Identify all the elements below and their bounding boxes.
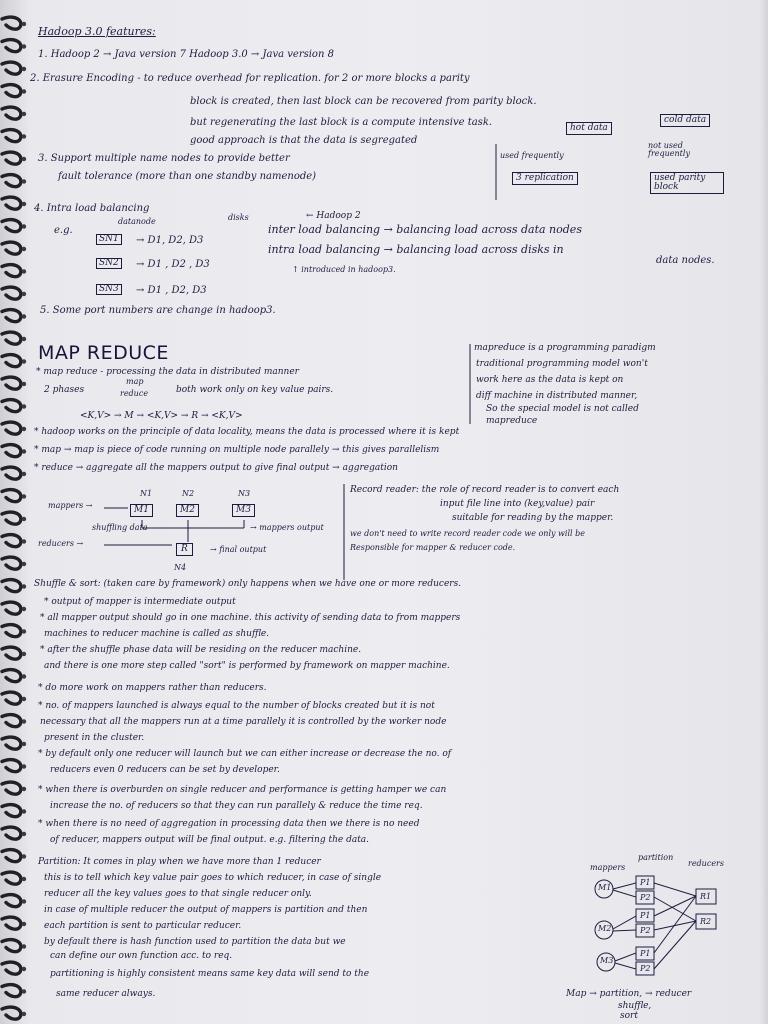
spiral-hole bbox=[22, 607, 26, 611]
spiral-hole bbox=[22, 989, 26, 993]
spiral-hole bbox=[22, 629, 26, 633]
shuffle-line-8: * no. of mappers launched is always equal to the number of blocks created but it is not bbox=[38, 701, 435, 711]
spiral-ring bbox=[2, 602, 21, 614]
spiral-ring bbox=[2, 355, 21, 367]
spiral-ring bbox=[2, 895, 21, 907]
shuffle-line-11: * by default only one reducer will launch but we can either increase or decrease the no. of bbox=[38, 749, 452, 759]
spiral-hole bbox=[22, 67, 26, 71]
sn2-box: SN2 bbox=[96, 258, 122, 269]
mapreduce-key-value: both work only on key value pairs. bbox=[176, 385, 334, 395]
eg-label: e.g. bbox=[54, 225, 73, 236]
spiral-ring bbox=[2, 130, 21, 142]
hadoop3-item-3-line-1: 3. Support multiple name nodes to provide better bbox=[38, 153, 290, 164]
spiral-hole bbox=[22, 202, 26, 206]
spiral-hole bbox=[22, 359, 26, 363]
spiral-hole bbox=[22, 494, 26, 498]
spiral-ring bbox=[2, 805, 21, 817]
paradigm-line-5: So the special model is not called bbox=[486, 404, 639, 414]
sn2-disks: → D1 , D2 , D3 bbox=[136, 259, 210, 270]
mapper-m3: M3 bbox=[232, 504, 255, 517]
spiral-hole bbox=[22, 44, 26, 48]
spiral-hole bbox=[22, 1012, 26, 1016]
cold-data-box: cold data bbox=[660, 114, 710, 127]
spiral-ring bbox=[2, 490, 21, 502]
spiral-ring bbox=[2, 107, 21, 119]
spiral-hole bbox=[22, 449, 26, 453]
spiral-ring bbox=[2, 985, 21, 997]
inter-load-balancing: inter load balancing → balancing load across data nodes bbox=[268, 223, 582, 236]
spiral-ring bbox=[2, 760, 21, 772]
spiral-ring bbox=[2, 85, 21, 97]
hadoop3-heading: Hadoop 3.0 features: bbox=[38, 25, 156, 38]
spiral-hole bbox=[22, 652, 26, 656]
record-reader-line-5: Responsible for mapper & reducer code. bbox=[350, 543, 516, 552]
sn3-box: SN3 bbox=[96, 284, 122, 295]
spiral-hole bbox=[22, 404, 26, 408]
partition-m1: M1 bbox=[598, 883, 612, 892]
partition-caption-1: Map → partition, → reducer bbox=[566, 989, 692, 999]
partition-line-8: partitioning is highly consistent means same key data will send to the bbox=[50, 969, 370, 979]
link-m2-p1 bbox=[613, 916, 636, 929]
spiral-hole bbox=[22, 134, 26, 138]
spiral-hole bbox=[22, 427, 26, 431]
spiral-ring bbox=[2, 557, 21, 569]
spiral-ring bbox=[2, 962, 21, 974]
spiral-hole bbox=[22, 697, 26, 701]
partition-diag-mappers: mappers bbox=[590, 863, 626, 872]
spiral-ring bbox=[2, 175, 21, 187]
partition-p1-c: P1 bbox=[640, 949, 651, 958]
hadoop3-item-5: 5. Some port numbers are change in hadoop3. bbox=[40, 305, 276, 316]
spiral-hole bbox=[22, 584, 26, 588]
shuffle-line-9: necessary that all the mappers run at a time parallely it is controlled by the worker node bbox=[40, 717, 447, 727]
link-m1-p1 bbox=[613, 883, 636, 889]
spiral-ring bbox=[2, 580, 21, 592]
spiral-ring bbox=[2, 287, 21, 299]
partition-p2-c: P2 bbox=[640, 964, 651, 973]
reducers-label: reducers → bbox=[38, 539, 84, 548]
shuffle-line-12: reducers even 0 reducers can be set by developer. bbox=[50, 765, 280, 775]
spiral-hole bbox=[22, 517, 26, 521]
link-p-r-6 bbox=[654, 921, 696, 969]
mapreduce-phases: 2 phases bbox=[44, 385, 85, 395]
spiral-hole bbox=[22, 472, 26, 476]
sn3-disks: → D1 , D2, D3 bbox=[136, 285, 207, 296]
partition-r1: R1 bbox=[700, 892, 712, 901]
spiral-ring bbox=[2, 737, 21, 749]
hot-data-action: 3 replication bbox=[512, 172, 578, 185]
spiral-ring bbox=[2, 467, 21, 479]
hadoop3-item-3-line-2: fault tolerance (more than one standby namenode) bbox=[58, 171, 317, 182]
spiral-ring bbox=[2, 310, 21, 322]
link-p-r-5 bbox=[654, 921, 696, 930]
spiral-hole bbox=[22, 787, 26, 791]
mapreduce-definition: * map reduce - processing the data in distributed manner bbox=[36, 367, 299, 377]
spiral-hole bbox=[22, 157, 26, 161]
spiral-hole bbox=[22, 22, 26, 26]
spiral-hole bbox=[22, 314, 26, 318]
spiral-ring bbox=[2, 422, 21, 434]
paradigm-line-3: work here as the data is kept on bbox=[476, 375, 624, 385]
node-n2: N2 bbox=[182, 489, 195, 498]
map-point: * map → map is piece of code running on multiple node parallely → this gives parallelism bbox=[34, 445, 440, 455]
spiral-ring bbox=[2, 535, 21, 547]
hadoop3-item-2-line-1: 2. Erasure Encoding - to reduce overhead for replication. for 2 or more blocks a parity bbox=[30, 73, 470, 84]
shuffle-line-5: * after the shuffle phase data will be residing on the reducer machine. bbox=[40, 645, 362, 655]
link-p-r-2 bbox=[654, 896, 696, 916]
shuffle-line-13: * when there is overburden on single reducer and performance is getting hamper we can bbox=[38, 785, 447, 795]
record-reader-line-2: input file line into (key,value) pair bbox=[440, 499, 595, 509]
shuffling-label: shuffling data bbox=[92, 523, 148, 532]
hadoop3-item-2-line-3: but regenerating the last block is a compute intensive task. bbox=[190, 117, 493, 128]
spiral-ring bbox=[2, 242, 21, 254]
spiral-ring bbox=[2, 332, 21, 344]
link-p-r-3 bbox=[654, 896, 696, 953]
spiral-hole bbox=[22, 809, 26, 813]
hadoop2-note: ← Hadoop 2 bbox=[306, 211, 361, 221]
mapper-m1: M1 bbox=[130, 504, 153, 517]
partition-m2: M2 bbox=[598, 924, 612, 933]
partition-p2-b: P2 bbox=[640, 926, 651, 935]
link-p-r-4 bbox=[654, 897, 696, 921]
spiral-hole bbox=[22, 742, 26, 746]
partition-line-6: by default there is hash function used to partition the data but we bbox=[44, 937, 346, 947]
spiral-hole bbox=[22, 967, 26, 971]
node-n4: N4 bbox=[174, 563, 187, 572]
spiral-hole bbox=[22, 764, 26, 768]
spiral-hole bbox=[22, 899, 26, 903]
spiral-hole bbox=[22, 877, 26, 881]
spiral-hole bbox=[22, 382, 26, 386]
mappers-label: mappers → bbox=[48, 501, 93, 510]
spiral-ring bbox=[2, 152, 21, 164]
spiral-hole bbox=[22, 112, 26, 116]
spiral-hole bbox=[22, 89, 26, 93]
record-reader-line-1: Record reader: the role of record reader is to convert each bbox=[350, 485, 620, 495]
spiral-hole bbox=[22, 944, 26, 948]
node-n3: N3 bbox=[238, 489, 251, 498]
link-m3-p2 bbox=[615, 963, 636, 969]
mapper-m2: M2 bbox=[176, 504, 199, 517]
spiral-hole bbox=[22, 292, 26, 296]
spiral-ring bbox=[2, 850, 21, 862]
partition-line-4: in case of multiple reducer the output of mappers is partition and then bbox=[44, 905, 368, 915]
spiral-ring bbox=[2, 692, 21, 704]
link-m2-p2 bbox=[613, 930, 636, 931]
cold-data-action: used parity block bbox=[650, 172, 724, 194]
partition-p2-a: P2 bbox=[640, 893, 651, 902]
shuffle-line-2: * output of mapper is intermediate output bbox=[44, 597, 236, 607]
data-locality: * hadoop works on the principle of data locality, means the data is processed where it is kept bbox=[34, 427, 460, 437]
record-reader-line-3: suitable for reading by the mapper. bbox=[452, 513, 614, 523]
spiral-ring bbox=[2, 715, 21, 727]
partition-p1-b: P1 bbox=[640, 911, 651, 920]
shuffle-line-6: and there is one more step called "sort" is performed by framework on mapper machine. bbox=[44, 661, 450, 671]
partition-caption-3: sort bbox=[620, 1011, 638, 1021]
record-reader-line-4: we don't need to write record reader code we only will be bbox=[350, 529, 585, 538]
spiral-ring bbox=[2, 782, 21, 794]
spiral-ring bbox=[2, 872, 21, 884]
spiral-ring bbox=[2, 17, 21, 29]
partition-p1-a: P1 bbox=[640, 878, 651, 887]
hadoop3-item-4: 4. Intra load balancing bbox=[34, 203, 150, 214]
link-m1-p2 bbox=[613, 890, 636, 897]
spiral-hole bbox=[22, 269, 26, 273]
hadoop3-item-1: 1. Hadoop 2 → Java version 7 Hadoop 3.0 → Java version 8 bbox=[38, 49, 334, 60]
phase-reduce: reduce bbox=[120, 389, 149, 398]
shuffle-line-4: machines to reducer machine is called as shuffle. bbox=[44, 629, 270, 639]
cold-data-note: not used frequently bbox=[648, 141, 690, 158]
spiral-hole bbox=[22, 562, 26, 566]
shuffle-line-14: increase the no. of reducers so that they can run parallely & reduce the time req. bbox=[50, 801, 423, 811]
partition-line-2: this is to tell which key value pair goes to which reducer, in case of single bbox=[44, 873, 382, 883]
paradigm-line-2: traditional programming model won't bbox=[476, 359, 648, 369]
spiral-ring bbox=[2, 670, 21, 682]
paradigm-line-4: diff machine in distributed manner, bbox=[476, 391, 638, 401]
spiral-hole bbox=[22, 854, 26, 858]
spiral-hole bbox=[22, 539, 26, 543]
spiral-binding bbox=[0, 0, 34, 1024]
spiral-ring bbox=[2, 512, 21, 524]
sn1-disks: → D1, D2, D3 bbox=[136, 235, 204, 246]
shuffle-line-7: * do more work on mappers rather than reducers. bbox=[38, 683, 267, 693]
spiral-hole bbox=[22, 832, 26, 836]
hadoop3-item-2-line-2: block is created, then last block can be recovered from parity block. bbox=[190, 96, 537, 107]
reduce-point: * reduce → aggregate all the mappers output to give final output → aggregation bbox=[34, 463, 398, 473]
partition-line-5: each partition is sent to particular reducer. bbox=[44, 921, 242, 931]
spiral-ring bbox=[2, 265, 21, 277]
spiral-ring bbox=[2, 62, 21, 74]
hot-data-note: used frequently bbox=[500, 151, 564, 160]
spiral-ring bbox=[2, 940, 21, 952]
partition-line-3: reducer all the key values goes to that single reducer only. bbox=[44, 889, 312, 899]
datanode-label: datanode bbox=[118, 217, 156, 226]
spiral-hole bbox=[22, 719, 26, 723]
spiral-hole bbox=[22, 247, 26, 251]
shuffle-line-1: Shuffle & sort: (taken care by framework) only happens when we have one or more reducers. bbox=[34, 579, 462, 589]
shuffle-line-15: * when there is no need of aggregation in processing data then we there is no need bbox=[38, 819, 420, 829]
shuffle-line-10: present in the cluster. bbox=[44, 733, 145, 743]
hadoop3-item-2-line-4: good approach is that the data is segregated bbox=[190, 135, 418, 146]
final-output-label: → final output bbox=[210, 545, 267, 554]
spiral-ring bbox=[2, 647, 21, 659]
spiral-ring bbox=[2, 625, 21, 637]
partition-line-1: Partition: It comes in play when we have more than 1 reducer bbox=[38, 857, 321, 867]
spiral-hole bbox=[22, 922, 26, 926]
partition-caption-2: shuffle, bbox=[618, 1001, 652, 1011]
mapreduce-flow: <K,V> → M → <K,V> → R → <K,V> bbox=[80, 411, 243, 421]
data-nodes-label: data nodes. bbox=[656, 255, 715, 266]
partition-diag-partition: partition bbox=[638, 853, 674, 862]
spiral-ring bbox=[2, 377, 21, 389]
spiral-ring bbox=[2, 827, 21, 839]
partition-m3: M3 bbox=[600, 956, 614, 965]
reducer-r: R bbox=[176, 543, 193, 556]
spiral-ring bbox=[2, 40, 21, 52]
spiral-ring bbox=[2, 400, 21, 412]
shuffle-line-16: of reducer, mappers output will be final output. e.g. filtering the data. bbox=[50, 835, 370, 845]
shuffle-line-3: * all mapper output should go in one machine. this activity of sending data to from mappers bbox=[40, 613, 461, 623]
spiral-hole bbox=[22, 674, 26, 678]
intra-load-balancing: intra load balancing → balancing load across disks in bbox=[268, 243, 564, 256]
spiral-hole bbox=[22, 179, 26, 183]
node-n1: N1 bbox=[140, 489, 153, 498]
sn1-box: SN1 bbox=[96, 234, 122, 245]
spiral-ring bbox=[2, 445, 21, 457]
partition-diag-reducers: reducers bbox=[688, 859, 724, 868]
partition-r2: R2 bbox=[700, 917, 712, 926]
spiral-ring bbox=[2, 917, 21, 929]
hot-data-box: hot data bbox=[566, 122, 612, 135]
disks-label: disks bbox=[228, 213, 249, 222]
introduced-note: ↑ introduced in hadoop3. bbox=[292, 265, 396, 274]
partition-line-7: can define our own function acc. to req. bbox=[50, 951, 233, 961]
spiral-ring bbox=[2, 197, 21, 209]
link-m3-p1 bbox=[615, 953, 636, 961]
mapreduce-title: MAP REDUCE bbox=[38, 342, 169, 364]
spiral-ring bbox=[2, 220, 21, 232]
phase-map: map bbox=[126, 377, 144, 386]
spiral-ring bbox=[2, 1007, 21, 1019]
spiral-hole bbox=[22, 337, 26, 341]
partition-line-9: same reducer always. bbox=[56, 989, 156, 999]
paradigm-line-1: mapreduce is a programming paradigm bbox=[474, 343, 656, 353]
paradigm-line-6: mapreduce bbox=[486, 416, 538, 426]
link-p-r-1 bbox=[654, 883, 696, 896]
mappers-output-label: → mappers output bbox=[250, 523, 324, 532]
spiral-hole bbox=[22, 224, 26, 228]
